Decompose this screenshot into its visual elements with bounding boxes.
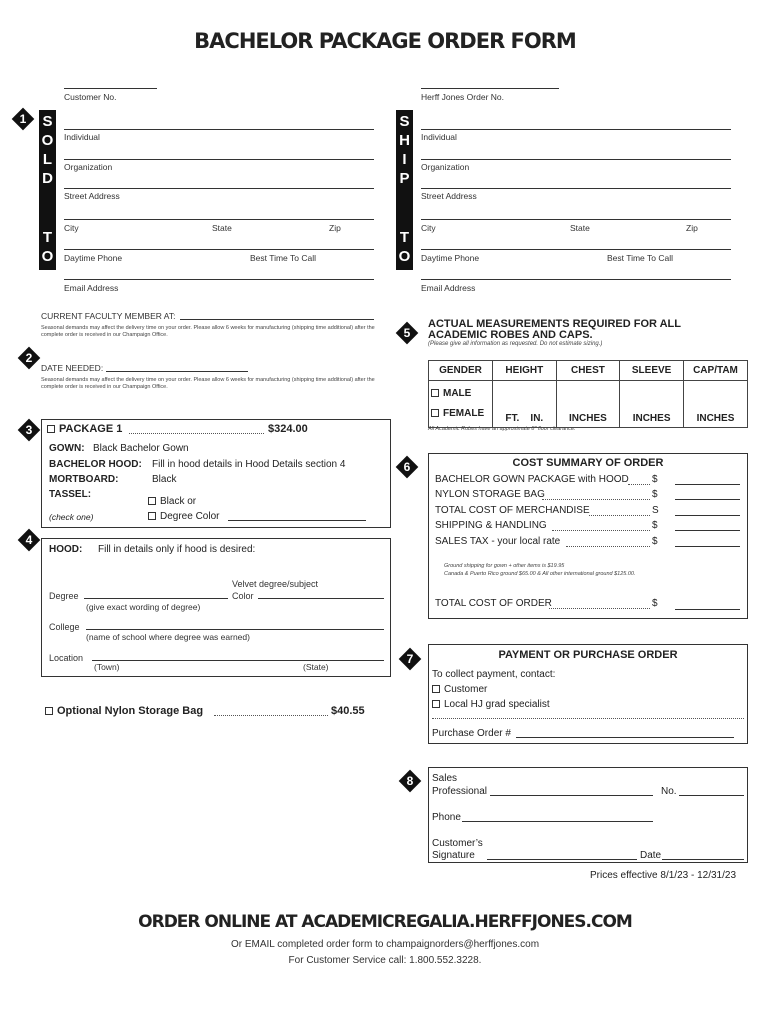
hood-section-label: HOOD: bbox=[49, 544, 83, 555]
payment-customer-checkbox[interactable] bbox=[432, 685, 440, 693]
cost-row-gown-sym: $ bbox=[652, 474, 658, 485]
col-chest: CHEST bbox=[556, 361, 620, 381]
sold-email-label: Email Address bbox=[64, 283, 119, 293]
customer-no-label: Customer No. bbox=[64, 92, 117, 102]
storage-bag-price: $40.55 bbox=[331, 705, 365, 717]
cost-row-tax-label: SALES TAX - your local rate bbox=[435, 536, 561, 547]
degree-note: (give exact wording of degree) bbox=[86, 602, 201, 612]
hood-value: Fill in hood details in Hood Details section 4 bbox=[152, 459, 346, 470]
velvet-color-label: Color bbox=[232, 591, 254, 601]
tassel-degree-checkbox[interactable] bbox=[148, 512, 156, 520]
cost-row-gown-label: BACHELOR GOWN PACKAGE with HOOD bbox=[435, 474, 629, 485]
storage-bag-leader bbox=[214, 715, 328, 716]
ship-state-label: State bbox=[570, 223, 590, 233]
phone-line[interactable] bbox=[462, 821, 653, 822]
mortboard-label: MORTBOARD: bbox=[49, 474, 119, 485]
check-one-note: (check one) bbox=[49, 512, 94, 522]
payment-hj-checkbox[interactable] bbox=[432, 700, 440, 708]
col-height: HEIGHT bbox=[493, 361, 557, 381]
sold-street-label: Street Address bbox=[64, 191, 120, 201]
sales-no-line[interactable] bbox=[679, 795, 744, 796]
total-cost-sym: $ bbox=[652, 598, 658, 609]
ship-email-label: Email Address bbox=[421, 283, 476, 293]
cost-row-shipping-leader bbox=[552, 530, 650, 531]
package-checkbox[interactable] bbox=[47, 425, 55, 433]
ship-phone-label: Daytime Phone bbox=[421, 253, 480, 263]
date-needed-note: Seasonal demands may affect the delivery time on your order. Please allow 6 weeks for manufacturing (shipping time additional) after the complete order is received in our Champaign Office. bbox=[41, 377, 375, 390]
hj-order-no-label: Herff Jones Order No. bbox=[421, 92, 504, 102]
sales-label: Sales bbox=[432, 773, 458, 784]
col-cap: CAP/TAM bbox=[683, 361, 747, 381]
step-4-badge: 4 bbox=[18, 529, 40, 551]
col-sleeve: SLEEVE bbox=[620, 361, 684, 381]
degree-line[interactable] bbox=[84, 598, 228, 599]
tassel-label: TASSEL: bbox=[49, 489, 92, 500]
sleeve-cell[interactable]: INCHES bbox=[620, 381, 684, 428]
ship-street-line[interactable] bbox=[421, 188, 731, 189]
hood-section-desc: Fill in details only if hood is desired: bbox=[98, 544, 256, 555]
cost-row-tax-leader bbox=[566, 546, 650, 547]
male-option[interactable]: MALE bbox=[431, 384, 490, 404]
tassel-black-option[interactable]: Black or bbox=[148, 496, 196, 507]
sales-professional-line[interactable] bbox=[490, 795, 653, 796]
payment-divider bbox=[432, 718, 744, 719]
female-checkbox[interactable] bbox=[431, 409, 439, 417]
ship-individual-line[interactable] bbox=[421, 129, 731, 130]
ship-city-label: City bbox=[421, 223, 436, 233]
step-2-badge: 2 bbox=[18, 347, 40, 369]
sold-city-label: City bbox=[64, 223, 79, 233]
phone-label: Phone bbox=[432, 812, 461, 823]
sales-no-label: No. bbox=[661, 786, 677, 797]
cost-summary-title: COST SUMMARY OF ORDER bbox=[512, 457, 664, 469]
location-line[interactable] bbox=[92, 660, 384, 661]
sold-city-line[interactable] bbox=[64, 219, 374, 220]
ship-to-bar: S H I P T O bbox=[396, 110, 413, 270]
cost-row-bag-sym: $ bbox=[652, 489, 658, 500]
ship-individual-label: Individual bbox=[421, 132, 457, 142]
faculty-label: CURRENT FACULTY MEMBER AT: bbox=[41, 311, 176, 321]
measurements-note: (Please give all information as requested. Do not estimate sizing.) bbox=[428, 341, 603, 347]
ship-city-line[interactable] bbox=[421, 219, 731, 220]
payment-collect-label: To collect payment, contact: bbox=[432, 669, 556, 680]
location-label: Location bbox=[49, 653, 84, 663]
college-label: College bbox=[49, 622, 80, 632]
sold-zip-label: Zip bbox=[329, 223, 341, 233]
cost-row-gown-line[interactable] bbox=[675, 484, 740, 485]
sold-organization-label: Organization bbox=[64, 162, 113, 172]
package-leader bbox=[129, 433, 264, 434]
signature-label: Signature bbox=[432, 850, 475, 861]
payment-customer-option[interactable]: Customer bbox=[432, 684, 487, 695]
total-cost-line[interactable] bbox=[675, 609, 740, 610]
female-option[interactable]: FEMALE bbox=[431, 404, 490, 424]
hood-label: BACHELOR HOOD: bbox=[49, 459, 142, 470]
sold-email-line[interactable] bbox=[64, 279, 374, 280]
sold-individual-line[interactable] bbox=[64, 129, 374, 130]
cost-row-bag-label: NYLON STORAGE BAG bbox=[435, 489, 545, 500]
sold-state-label: State bbox=[212, 223, 232, 233]
cost-row-tax-line[interactable] bbox=[675, 546, 740, 547]
hj-order-no-line[interactable] bbox=[421, 88, 559, 89]
mortboard-value: Black bbox=[152, 474, 177, 485]
payment-hj-option[interactable]: Local HJ grad specialist bbox=[432, 699, 550, 710]
shipping-note-1: Ground shipping for gown + other items is $19.95 bbox=[444, 563, 565, 569]
faculty-line[interactable] bbox=[180, 319, 374, 320]
cost-row-tax-sym: $ bbox=[652, 536, 658, 547]
order-online-heading: ORDER ONLINE AT ACADEMICREGALIA.HERFFJONES.COM bbox=[138, 912, 632, 932]
step-7-badge: 7 bbox=[399, 648, 421, 670]
cost-row-bag-leader bbox=[542, 499, 650, 500]
shipping-note-2: Canada & Puerto Rico ground $65.00 & All other international ground $125.00. bbox=[444, 571, 636, 577]
prices-effective: Prices effective 8/1/23 - 12/31/23 bbox=[590, 870, 737, 881]
cost-row-bag-line[interactable] bbox=[675, 499, 740, 500]
ship-phone-line[interactable] bbox=[421, 249, 731, 250]
total-cost-label: TOTAL COST OF ORDER bbox=[435, 598, 552, 609]
cost-row-merch-leader bbox=[589, 515, 650, 516]
sold-to-bar: S O L D T O bbox=[39, 110, 56, 270]
date-line[interactable] bbox=[662, 859, 744, 860]
college-note: (name of school where degree was earned) bbox=[86, 632, 250, 642]
date-needed-line[interactable] bbox=[106, 371, 248, 372]
footer-email-line: Or EMAIL completed order form to champaignorders@herffjones.com bbox=[230, 939, 540, 950]
customers-label: Customer’s bbox=[432, 838, 483, 849]
gown-value: Black Bachelor Gown bbox=[93, 443, 189, 454]
total-cost-leader bbox=[549, 608, 650, 609]
height-cell[interactable]: FT. IN. bbox=[493, 381, 557, 428]
step-3-badge: 3 bbox=[18, 419, 40, 441]
cost-row-merch-sym: S bbox=[652, 505, 659, 516]
storage-bag-option[interactable]: Optional Nylon Storage Bag bbox=[45, 705, 203, 717]
sold-individual-label: Individual bbox=[64, 132, 100, 142]
col-gender: GENDER bbox=[429, 361, 493, 381]
sold-organization-line[interactable] bbox=[64, 159, 374, 160]
footer-service-line: For Customer Service call: 1.800.552.3228. bbox=[288, 955, 482, 966]
cost-row-gown-leader bbox=[628, 484, 650, 485]
chest-cell[interactable]: INCHES bbox=[556, 381, 620, 428]
step-1-badge: 1 bbox=[12, 108, 34, 130]
degree-color-line[interactable] bbox=[228, 520, 366, 521]
customer-no-line[interactable] bbox=[64, 88, 157, 89]
gender-cell[interactable] bbox=[429, 381, 493, 428]
ship-best-time-label: Best Time To Call bbox=[607, 253, 673, 263]
date-label: Date bbox=[640, 850, 662, 861]
town-note: (Town) bbox=[94, 662, 120, 672]
step-6-badge: 6 bbox=[396, 456, 418, 478]
step-8-badge: 8 bbox=[399, 770, 421, 792]
date-needed-label: DATE NEEDED: bbox=[41, 363, 104, 373]
measurements-table bbox=[428, 360, 748, 428]
signature-line[interactable] bbox=[487, 859, 637, 860]
cost-row-merch-label: TOTAL COST OF MERCHANDISE bbox=[435, 505, 590, 516]
velvet-label: Velvet degree/subject bbox=[232, 579, 319, 589]
purchase-order-line[interactable] bbox=[516, 737, 734, 738]
cost-row-merch-line[interactable] bbox=[675, 515, 740, 516]
package-label: PACKAGE 1 bbox=[59, 423, 123, 435]
tassel-black-checkbox[interactable] bbox=[148, 497, 156, 505]
ship-organization-label: Organization bbox=[421, 162, 470, 172]
sold-street-line[interactable] bbox=[64, 188, 374, 189]
ship-organization-line[interactable] bbox=[421, 159, 731, 160]
professional-label: Professional bbox=[432, 786, 488, 797]
sold-phone-line[interactable] bbox=[64, 249, 374, 250]
degree-label: Degree bbox=[49, 591, 79, 601]
state-note: (State) bbox=[303, 662, 329, 672]
male-checkbox[interactable] bbox=[431, 389, 439, 397]
cost-row-shipping-label: SHIPPING & HANDLING bbox=[435, 520, 547, 531]
sold-best-time-label: Best Time To Call bbox=[250, 253, 316, 263]
measurements-title-1: ACTUAL MEASUREMENTS REQUIRED FOR ALL bbox=[428, 318, 681, 330]
velvet-line[interactable] bbox=[258, 598, 384, 599]
cap-cell[interactable]: INCHES bbox=[683, 381, 747, 428]
package-header[interactable] bbox=[47, 423, 122, 435]
cost-row-shipping-line[interactable] bbox=[675, 530, 740, 531]
gown-label: GOWN: bbox=[49, 443, 85, 454]
floor-note: All Academic Robes have an approximate 8" floor clearance. bbox=[428, 426, 576, 432]
storage-bag-checkbox[interactable] bbox=[45, 707, 53, 715]
sold-phone-label: Daytime Phone bbox=[64, 253, 123, 263]
ship-email-line[interactable] bbox=[421, 279, 731, 280]
purchase-order-label: Purchase Order # bbox=[432, 728, 511, 739]
ship-street-label: Street Address bbox=[421, 191, 477, 201]
page-title: BACHELOR PACKAGE ORDER FORM bbox=[194, 29, 576, 53]
college-line[interactable] bbox=[86, 629, 384, 630]
tassel-degree-option[interactable]: Degree Color bbox=[148, 511, 219, 522]
payment-title: PAYMENT OR PURCHASE ORDER bbox=[498, 649, 678, 661]
step-5-badge: 5 bbox=[396, 322, 418, 344]
measurements-title-2: ACADEMIC ROBES AND CAPS. bbox=[428, 329, 593, 341]
ship-zip-label: Zip bbox=[686, 223, 698, 233]
faculty-note: Seasonal demands may affect the delivery time on your order. Please allow 6 weeks for manufacturing (shipping time additional) after the complete order is received in our Champaign Office. bbox=[41, 325, 375, 338]
cost-row-shipping-sym: $ bbox=[652, 520, 658, 531]
package-price: $324.00 bbox=[268, 423, 308, 435]
